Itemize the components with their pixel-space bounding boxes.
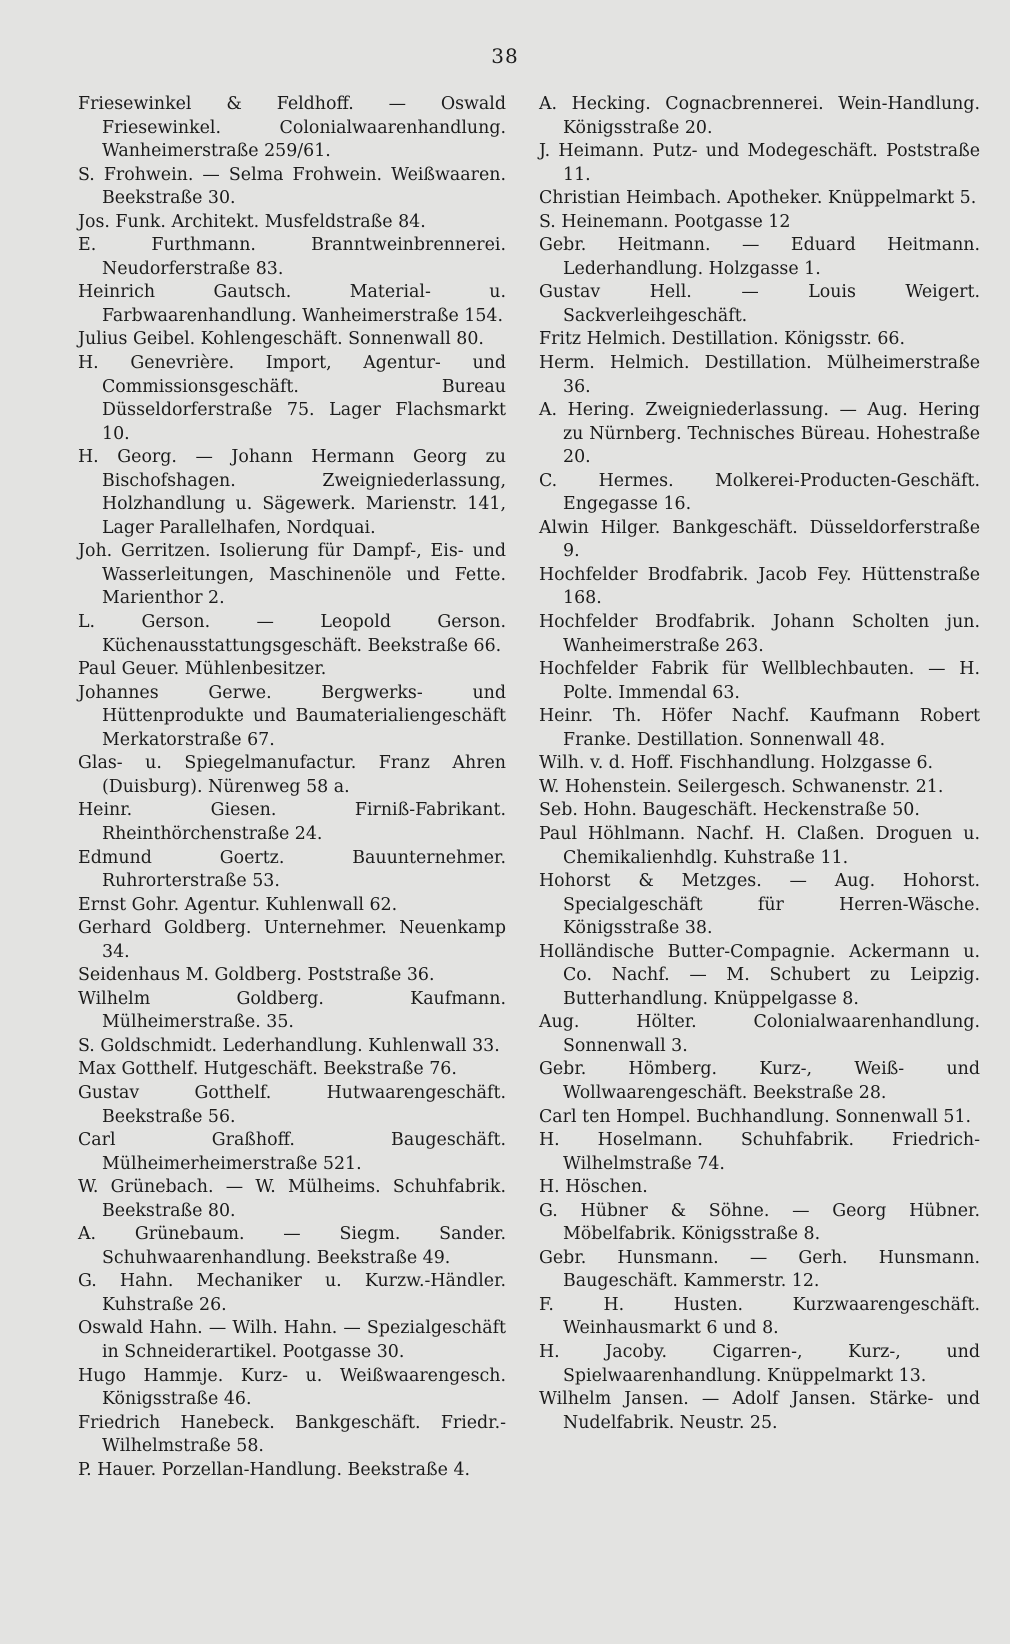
directory-entry: S. Frohwein. — Selma Frohwein. Weißwaaren. Beekstraße 30.	[78, 164, 506, 209]
directory-entry: C. Hermes. Molkerei-Producten-Geschäft. Engegasse 16.	[539, 470, 980, 515]
directory-entry: Paul Höhlmann. Nachf. H. Claßen. Droguen u. Chemikalienhdlg. Kuhstraße 11.	[539, 823, 980, 868]
directory-entry: Gerhard Goldberg. Unternehmer. Neuenkamp 34.	[78, 918, 506, 962]
directory-entry: A. Hecking. Cognacbrennerei. Wein-Handlung. Königsstraße 20.	[539, 94, 980, 138]
directory-entry: H. Jacoby. Cigarren-, Kurz-, und Spielwaarenhandlung. Knüppelmarkt 13.	[539, 1341, 980, 1386]
directory-entry: Christian Heimbach. Apotheker. Knüppelmarkt 5.	[539, 188, 977, 209]
directory-entry: W. Hohenstein. Seilergesch. Schwanenstr. 21.	[539, 776, 944, 797]
directory-entry: Wilhelm Jansen. — Adolf Jansen. Stärke- und Nudelfabrik. Neustr. 25.	[539, 1389, 980, 1433]
directory-entry: J. Heimann. Putz- und Modegeschäft. Poststraße 11.	[539, 141, 980, 185]
directory-entry: Gustav Hell. — Louis Weigert. Sackverleihgeschäft.	[539, 282, 980, 326]
page-number: 38	[491, 44, 519, 68]
directory-entry: Julius Geibel. Kohlengeschäft. Sonnenwall 80.	[78, 329, 484, 350]
directory-entry: Glas- u. Spiegelmanufactur. Franz Ahren (Duisburg). Nürenweg 58 a.	[78, 753, 506, 797]
directory-entry: H. Hoselmann. Schuhfabrik. Friedrich-Wilhelmstraße 74.	[539, 1130, 980, 1174]
directory-entry: Wilhelm Goldberg. Kaufmann. Mülheimerstraße. 35.	[78, 988, 506, 1033]
directory-entry: Joh. Gerritzen. Isolierung für Dampf-, Eis- und Wasserleitungen, Maschinenöle und Fette. Marienthor 2.	[78, 541, 506, 609]
directory-entry: Hochfelder Brodfabrik. Johann Scholten jun. Wanheimerstraße 263.	[539, 612, 980, 656]
directory-entry: Seb. Hohn. Baugeschäft. Heckenstraße 50.	[539, 800, 920, 821]
directory-entry: Wilh. v. d. Hoff. Fischhandlung. Holzgasse 6.	[539, 753, 934, 774]
right-column	[539, 93, 980, 1435]
directory-entry: P. Hauer. Porzellan-Handlung. Beekstraße 4.	[78, 1459, 471, 1480]
directory-entry: Heinrich Gautsch. Material- u. Farbwaarenhandlung. Wanheimerstraße 154.	[78, 282, 506, 326]
directory-entry: Gustav Gotthelf. Hutwaarengeschäft. Beekstraße 56.	[78, 1082, 506, 1127]
directory-entry: Hugo Hammje. Kurz- u. Weißwaarengesch. Königsstraße 46.	[78, 1365, 506, 1410]
directory-entry: Edmund Goertz. Bauunternehmer. Ruhrorterstraße 53.	[78, 847, 506, 892]
directory-entry: Hohorst & Metzges. — Aug. Hohorst. Specialgeschäft für Herren-Wäsche. Königsstraße 38.	[539, 871, 980, 939]
directory-entry: Heinr. Giesen. Firniß-Fabrikant. Rheinthörchenstraße 24.	[78, 800, 506, 844]
directory-entry: F. H. Husten. Kurzwaarengeschäft. Weinhausmarkt 6 und 8.	[539, 1294, 980, 1339]
directory-entry: Max Gotthelf. Hutgeschäft. Beekstraße 76.	[78, 1059, 457, 1080]
directory-entry: Oswald Hahn. — Wilh. Hahn. — Spezialgeschäft in Schneiderartikel. Pootgasse 30.	[78, 1318, 506, 1362]
directory-entry: Gebr. Hömberg. Kurz-, Weiß- und Wollwaarengeschäft. Beekstraße 28.	[539, 1059, 980, 1103]
directory-entry: Jos. Funk. Architekt. Musfeldstraße 84.	[78, 211, 426, 232]
directory-entry: G. Hübner & Söhne. — Georg Hübner. Möbelfabrik. Königsstraße 8.	[539, 1200, 980, 1245]
directory-entry: S. Goldschmidt. Lederhandlung. Kuhlenwall 33.	[78, 1035, 500, 1056]
directory-entry: L. Gerson. — Leopold Gerson. Küchenausstattungsgeschäft. Beekstraße 66.	[78, 612, 506, 656]
directory-entry: Seidenhaus M. Goldberg. Poststraße 36.	[78, 965, 435, 986]
directory-entry: Friedrich Hanebeck. Bankgeschäft. Friedr.-Wilhelmstraße 58.	[78, 1412, 506, 1457]
directory-entry: Johannes Gerwe. Bergwerks- und Hüttenprodukte und Baumaterialiengeschäft Merkatorstraße 67.	[78, 682, 506, 750]
directory-entry: Hochfelder Fabrik für Wellblechbauten. — H. Polte. Immendal 63.	[539, 659, 980, 703]
directory-entry: E. Furthmann. Branntweinbrennerei. Neudorferstraße 83.	[78, 235, 506, 279]
directory-entry: Aug. Hölter. Colonialwaarenhandlung. Sonnenwall 3.	[539, 1012, 980, 1056]
directory-entry: H. Höschen.	[539, 1177, 648, 1198]
directory-entry: G. Hahn. Mechaniker u. Kurzw.-Händler. Kuhstraße 26.	[78, 1271, 506, 1315]
directory-entry: Holländische Butter-Compagnie. Ackermann u. Co. Nachf. — M. Schubert zu Leipzig. Butterhandlung. Knüppelgasse 8.	[539, 941, 980, 1009]
directory-entry: Gebr. Hunsmann. — Gerh. Hunsmann. Baugeschäft. Kammerstr. 12.	[539, 1247, 980, 1292]
directory-entry: Herm. Helmich. Destillation. Mülheimerstraße 36.	[539, 353, 980, 397]
directory-entry: H. Georg. — Johann Hermann Georg zu Bischofshagen. Zweigniederlassung, Holzhandlung u. Sägewerk. Marienstr. 141, Lager Parallelhafen, Nordquai.	[78, 447, 506, 538]
directory-entry: Carl Graßhoff. Baugeschäft. Mülheimerheimerstraße 521.	[78, 1130, 506, 1174]
directory-entry: W. Grünebach. — W. Mülheims. Schuhfabrik. Beekstraße 80.	[78, 1177, 506, 1221]
directory-entry: Carl ten Hompel. Buchhandlung. Sonnenwall 51.	[539, 1106, 972, 1127]
directory-entry: Friesewinkel & Feldhoff. — Oswald Friesewinkel. Colonialwaarenhandlung. Wanheimerstraße 259/61.	[78, 94, 506, 162]
directory-entry: S. Heinemann. Pootgasse 12	[539, 211, 791, 232]
directory-entry: A. Grünebaum. — Siegm. Sander. Schuhwaarenhandlung. Beekstraße 49.	[78, 1224, 506, 1268]
directory-entry: Alwin Hilger. Bankgeschäft. Düsseldorferstraße 9.	[539, 517, 980, 562]
directory-entry: Gebr. Heitmann. — Eduard Heitmann. Lederhandlung. Holzgasse 1.	[539, 235, 980, 279]
left-column	[78, 93, 506, 1482]
directory-entry: A. Hering. Zweigniederlassung. — Aug. Hering zu Nürnberg. Technisches Büreau. Hohestraße 20.	[539, 400, 980, 468]
directory-entry: Heinr. Th. Höfer Nachf. Kaufmann Robert Franke. Destillation. Sonnenwall 48.	[539, 706, 980, 750]
directory-entry: Paul Geuer. Mühlenbesitzer.	[78, 659, 327, 680]
directory-entry: Fritz Helmich. Destillation. Königsstr. 66.	[539, 329, 906, 350]
directory-entry: Ernst Gohr. Agentur. Kuhlenwall 62.	[78, 894, 398, 915]
directory-entry: H. Genevrière. Import, Agentur- und Commissionsgeschäft. Bureau Düsseldorferstraße 75. Lager Flachsmarkt 10.	[78, 353, 506, 444]
directory-entry: Hochfelder Brodfabrik. Jacob Fey. Hüttenstraße 168.	[539, 564, 980, 609]
